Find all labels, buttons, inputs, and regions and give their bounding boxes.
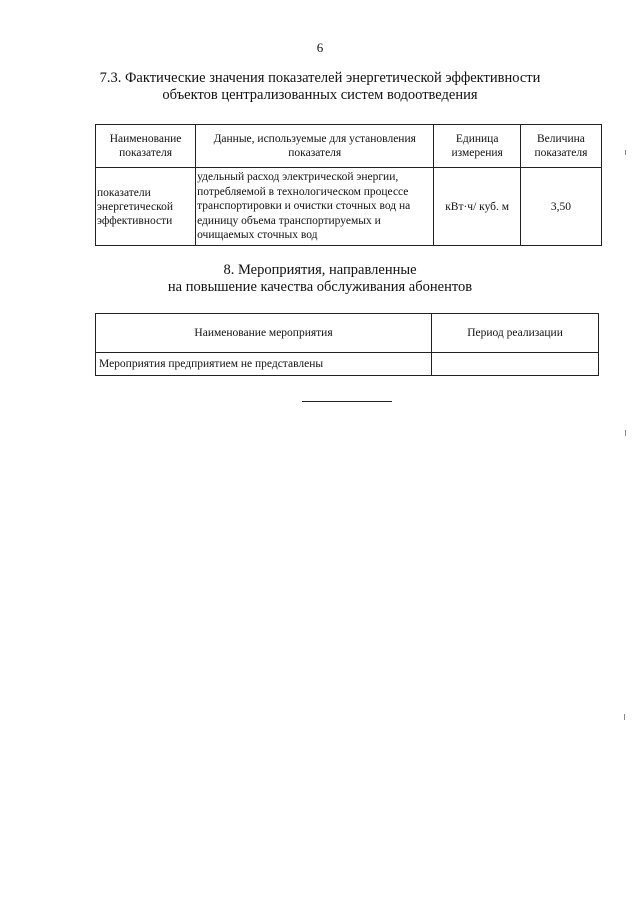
table-row bbox=[96, 168, 602, 246]
section-8-title-line2: на повышение качества обслуживания абонентов bbox=[167, 279, 473, 295]
energy-efficiency-table bbox=[95, 124, 602, 246]
section-7-3-title-line2: объектов централизованных систем водоотведения bbox=[162, 87, 478, 103]
header-value: Величина показателя bbox=[520, 125, 601, 168]
table-row bbox=[96, 353, 599, 376]
header-data-used: Данные, используемые для установления показателя bbox=[196, 125, 434, 168]
header-period: Период реализации bbox=[432, 314, 599, 353]
measures-table bbox=[95, 313, 599, 376]
cell-unit: кВт·ч/ куб. м bbox=[434, 168, 520, 246]
cell-data-used: удельный расход электрической энергии, потребляемой в технологическом процессе транспортировки и очистки сточных вод на единицу объема транспортируемых и очищаемых сточных вод bbox=[196, 168, 434, 246]
table-header-row bbox=[96, 314, 599, 353]
section-8-title bbox=[0, 262, 640, 296]
section-7-3-title bbox=[0, 70, 640, 104]
cell-indicator-name: показатели энергетической эффективности bbox=[96, 168, 196, 246]
header-unit: Единица измерения bbox=[434, 125, 520, 168]
section-8-title-line1: 8. Мероприятия, направленные bbox=[223, 262, 417, 278]
header-measure-name: Наименование мероприятия bbox=[96, 314, 432, 353]
cell-measure-name: Мероприятия предприятием не представлены bbox=[96, 353, 432, 376]
cell-value: 3,50 bbox=[520, 168, 601, 246]
scan-artifact bbox=[625, 150, 626, 155]
page-number: 6 bbox=[316, 40, 324, 55]
section-7-3-title-line1: 7.3. Фактические значения показателей энергетической эффективности bbox=[99, 70, 541, 86]
cell-period bbox=[432, 353, 599, 376]
scan-artifact bbox=[624, 714, 625, 720]
header-indicator-name: Наименование показателя bbox=[96, 125, 196, 168]
end-of-document-rule bbox=[302, 401, 392, 402]
scan-artifact bbox=[625, 430, 626, 436]
table-header-row bbox=[96, 125, 602, 168]
